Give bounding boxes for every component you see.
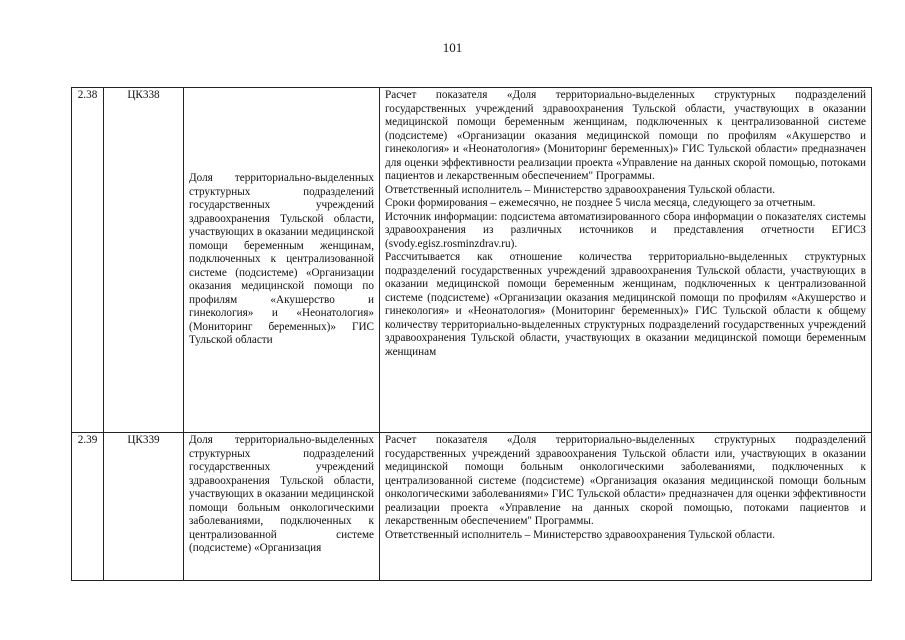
indicator-name: Доля территориально-выделенных структурных подразделений государственных учреждений здравоохранения Тульской области, участвующих в оказании медицинской помощи больным онкологическими заболеваниями, подключенных к централизованной системе (подсистеме) «Организация	[184, 433, 380, 581]
indicator-description	[380, 88, 872, 433]
indicator-name: Доля территориально-выделенных структурных подразделений государственных учреждений здравоохранения Тульской области, участвующих в оказании медицинской помощи беременным женщинам, подключенных к централизованной системе (подсистеме) «Организации оказания медицинской помощи по профилям «Акушерство и гинекология» и «Неонатология» (Мониторинг беременных)» ГИС Тульской области	[184, 88, 380, 433]
description-paragraph: Ответственный исполнитель – Министерство здравоохранения Тульской области.	[385, 183, 776, 196]
description-paragraph: Сроки формирования – ежемесячно, не позднее 5 числа месяца, следующего за отчетным.	[385, 197, 816, 209]
description-paragraph: Расчет показателя «Доля территориально-выделенных структурных подразделений государственных учреждений здравоохранения Тульской области или, участвующих в оказании медицинской помощи больным онкологическими заболеваниями, подключенных к централизованной системе (подсистеме) «Организация оказания медицинской помощи больным онкологическими заболеваниями» ГИС Тульской области» предназначен для оценки эффективности реализации проекта «Управление на данных скорой помощью, потоками пациентов и лекарственным обеспечением" Программы.	[385, 434, 866, 527]
indicator-code: ЦК339	[104, 433, 184, 581]
description-paragraph: Источник информации: подсистема автоматизированного сбора информации о показателях системы здравоохранения из различных источников и представления отчетности ЕГИСЗ (svody.egisz.rosminzdrav.ru).	[385, 210, 866, 250]
page-number: 101	[442, 40, 463, 55]
indicator-code: ЦК338	[104, 88, 184, 433]
table-row	[72, 433, 872, 581]
table-row	[72, 88, 872, 433]
indicator-table	[71, 87, 872, 581]
indicator-description	[380, 433, 872, 581]
description-paragraph: Расчет показателя «Доля территориально-выделенных структурных подразделений государственных учреждений здравоохранения Тульской области, участвующих в оказании медицинской помощи беременным женщинам, подключенных к централизованной системе (подсистеме) «Организации оказания медицинской помощи по профилям «Акушерство и гинекология» и «Неонатология» (Мониторинг беременных)» ГИС Тульской области» предназначен для оценки эффективности реализации проекта «Управление на данных скорой помощью, потоками пациентов и лекарственным обеспечением" Программы.	[385, 89, 866, 182]
row-number: 2.38	[72, 88, 104, 433]
row-number: 2.39	[72, 433, 104, 581]
description-paragraph: Ответственный исполнитель – Министерство здравоохранения Тульской области.	[385, 528, 776, 541]
description-paragraph: Рассчитывается как отношение количества территориально-выделенных структурных подразделений государственных учреждений здравоохранения Тульской области, участвующих в оказании медицинской помощи беременным женщинам, подключенных к централизованной системе (подсистеме) «Организации оказания медицинской помощи по профилям «Акушерство и гинекология» и «Неонатология» (Мониторинг беременных)» ГИС Тульской области к общему количеству территориально-выделенных структурных подразделений государственных учреждений здравоохранения Тульской области, участвующих в оказании медицинской помощи беременным женщинам	[385, 251, 866, 358]
